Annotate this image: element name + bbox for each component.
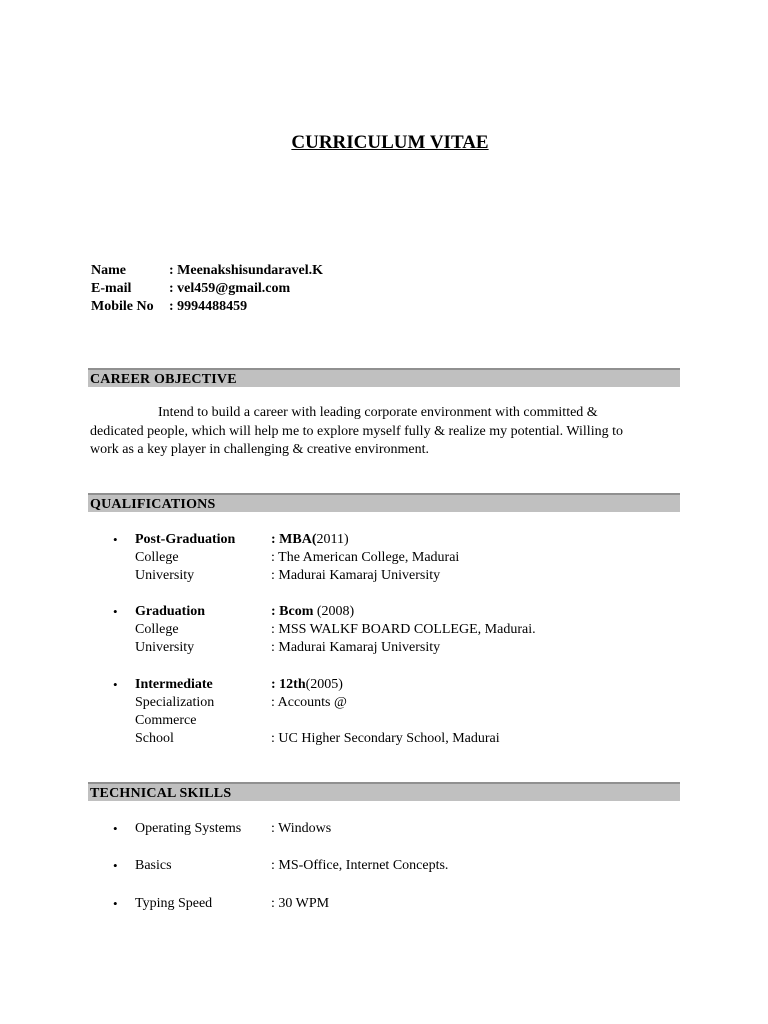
inter-spec-label: Specialization bbox=[135, 695, 215, 710]
pg-label: Post-Graduation bbox=[135, 532, 236, 547]
contact-email-row bbox=[91, 280, 323, 298]
inter-spec-value: : Accounts @ bbox=[271, 695, 347, 710]
pg-row bbox=[135, 531, 349, 549]
inter-year: (2005) bbox=[305, 677, 343, 692]
page-title: CURRICULUM VITAE bbox=[291, 132, 489, 153]
inter-school-row bbox=[135, 730, 500, 748]
pg-year: 2011) bbox=[316, 532, 349, 547]
objective-line-2: dedicated people, which will help me to explore myself fully & realize my potential. Willing to bbox=[90, 423, 623, 439]
grad-college-value: : MSS WALKF BOARD COLLEGE, Madurai. bbox=[271, 622, 536, 637]
basics-label: Basics bbox=[135, 858, 172, 873]
pg-college-row bbox=[135, 549, 459, 567]
mobile-value: : 9994488459 bbox=[169, 299, 248, 314]
bullet-icon: • bbox=[113, 896, 118, 911]
grad-university-value: : Madurai Kamaraj University bbox=[271, 640, 441, 655]
typing-row bbox=[135, 895, 329, 913]
grad-university-row bbox=[135, 639, 440, 657]
pg-college-label: College bbox=[135, 550, 179, 565]
inter-degree: : 12th bbox=[271, 677, 306, 692]
career-objective-text bbox=[90, 404, 680, 460]
inter-spec-row bbox=[135, 694, 347, 712]
basics-value: : MS-Office, Internet Concepts. bbox=[271, 858, 449, 873]
inter-school-value: : UC Higher Secondary School, Madurai bbox=[271, 731, 500, 746]
objective-line-1-text: Intend to build a career with leading corporate environment with committed & bbox=[158, 405, 598, 420]
mobile-label: Mobile No bbox=[91, 299, 154, 314]
typing-label: Typing Speed bbox=[135, 896, 213, 911]
name-value: : Meenakshisundaravel.K bbox=[169, 263, 324, 278]
pg-college-value: : The American College, Madurai bbox=[271, 550, 460, 565]
inter-commerce-row bbox=[135, 712, 271, 730]
inter-school-label: School bbox=[135, 731, 174, 746]
qualifications-heading: QUALIFICATIONS bbox=[88, 493, 680, 512]
basics-row bbox=[135, 857, 448, 875]
bullet-icon: • bbox=[113, 532, 118, 547]
bullet-icon: • bbox=[113, 677, 118, 692]
os-value: : Windows bbox=[271, 821, 332, 836]
grad-year: (2008) bbox=[313, 604, 355, 619]
pg-degree: : MBA( bbox=[271, 532, 317, 547]
bullet-icon: • bbox=[113, 821, 118, 836]
bullet-icon: • bbox=[113, 858, 118, 873]
contact-block bbox=[91, 262, 323, 316]
email-label: E-mail bbox=[91, 281, 132, 296]
bullet-icon: • bbox=[113, 604, 118, 619]
grad-college-label: College bbox=[135, 622, 179, 637]
objective-line-1 bbox=[90, 404, 680, 423]
grad-university-label: University bbox=[135, 640, 195, 655]
os-row bbox=[135, 820, 331, 838]
typing-value: : 30 WPM bbox=[271, 896, 330, 911]
career-objective-heading: CAREER OBJECTIVE bbox=[88, 368, 680, 387]
grad-label: Graduation bbox=[135, 604, 206, 619]
pg-university-value: : Madurai Kamaraj University bbox=[271, 568, 441, 583]
pg-university-row bbox=[135, 567, 440, 585]
contact-name-row bbox=[91, 262, 323, 280]
objective-line-3: work as a key player in challenging & creative environment. bbox=[90, 442, 429, 457]
pg-value bbox=[271, 531, 349, 549]
os-label: Operating Systems bbox=[135, 821, 242, 836]
pg-university-label: University bbox=[135, 568, 195, 583]
grad-value bbox=[271, 603, 354, 621]
grad-college-row bbox=[135, 621, 536, 639]
contact-mobile-row bbox=[91, 298, 323, 316]
name-label: Name bbox=[91, 263, 126, 278]
inter-row bbox=[135, 676, 343, 694]
inter-label: Intermediate bbox=[135, 677, 213, 692]
grad-degree: : Bcom bbox=[271, 604, 314, 619]
inter-value bbox=[271, 676, 343, 694]
email-value: : vel459@gmail.com bbox=[169, 281, 291, 296]
technical-skills-heading: TECHNICAL SKILLS bbox=[88, 782, 680, 801]
grad-row bbox=[135, 603, 354, 621]
inter-commerce-label: Commerce bbox=[135, 713, 197, 728]
